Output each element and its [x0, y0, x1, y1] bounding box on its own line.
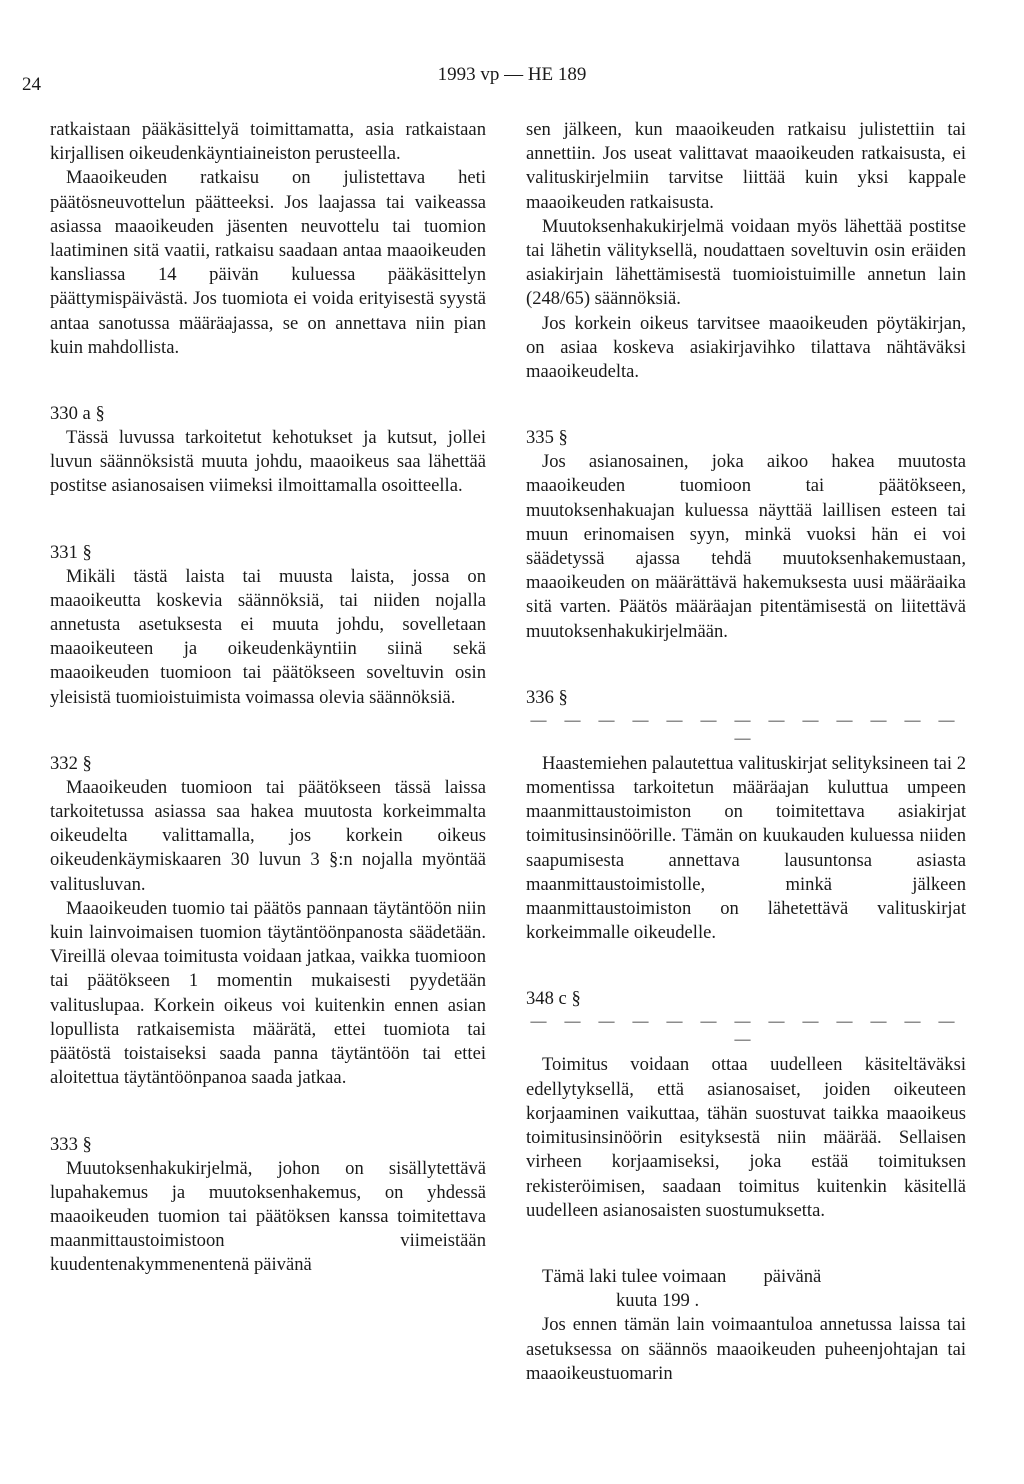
entry-into-force-line: Tämä laki tulee voimaan päivänä: [542, 1265, 822, 1287]
section-heading-335: 335 §: [526, 427, 568, 449]
paragraph: Maaoikeuden tuomio tai päätös pannaan täytäntöön niin kuin lainvoimaisen tuomion täytäntöönpanosta säädetään. Vireillä olevaa toimitusta voidaan jatkaa, vaikka tuomioon tai päätökseen 1 momentin mukaisesti pyydetään valituslupaa. Korkein oikeus voi kuitenkin ennen asian lopullista ratkaisemista määrätä, ettei tuomiota tai päätöstä toistaiseksi saada panna täytäntöön tai ettei aloitettua täytäntöönpanoa saada jatkaa.: [50, 897, 486, 1089]
section-heading-332: 332 §: [50, 752, 92, 774]
paragraph: Jos asianosainen, joka aikoo hakea muutosta maaoikeuden tuomioon tai päätökseen, muutoksenhakuajan kuluessa näyttää laillisen esteen tai muun erinomaisen syyn, minkä vuoksi hän ei voi säädetyssä ajassa tehdä muutoksenhakemustaan, maaoikeuden on määrättävä hakemuksesta uusi määräaika sitä varten. Päätös määräajan pitentämisestä on liitettävä muutoksenhakukirjelmään.: [526, 451, 966, 642]
paragraph: Jos korkein oikeus tarvitsee maaoikeuden pöytäkirjan, on asiaa koskeva asiakirjavihko tilattava nähtäväksi maaoikeudelta.: [526, 312, 966, 383]
section-heading-336: 336 §: [526, 686, 568, 708]
section-heading-331: 331 §: [50, 541, 92, 563]
entry-into-force-date: kuuta 199 .: [616, 1290, 700, 1312]
section-heading-348c: 348 c §: [526, 988, 581, 1010]
paragraph: Haastemiehen palautettua valituskirjat selityksineen tai 2 momentissa tarkoitetun määräajan kuluttua umpeen maanmittaustoimiston on toimitettava asiakirjat toimitusinsinöörille. Tämän on kuukauden kuluessa niiden saapumisesta annettava lausuntonsa asiasta maanmittaustoimistolle, minkä jälkeen maanmittaustoimiston on lähetettävä valituskirjat korkeimmalle oikeudelle.: [526, 752, 966, 944]
left-column: [50, 118, 486, 1278]
paragraph: sen jälkeen, kun maaoikeuden ratkaisu julistettiin tai annettiin. Jos useat valittavat maaoikeuden ratkaisusta, ei valituskirjelmiin tarvitse liittää kuin yksi kappale maaoikeuden ratkaisusta.: [526, 119, 966, 213]
paragraph: Mikäli tästä laista tai muusta laista, jossa on maaoikeutta koskevia säännöksiä, tai niiden nojalla annetusta asetuksesta ei muuta johdu, sovelletaan maaoikeuteen ja oikeudenkäyntiin siinä sekä maaoikeuden tuomioon tai päätökseen soveltuvin osin yleisistä tuomioistuimista voimassa olevia säännöksiä.: [50, 565, 486, 708]
paragraph: Tässä luvussa tarkoitetut kehotukset ja kutsut, jollei luvun säännöksistä muuta johdu, maaoikeus saa lähettää postitse asianosaisen viimeksi ilmoittamalla osoitteella.: [50, 427, 486, 497]
paragraph: ratkaistaan pääkäsittelyä toimittamatta, asia ratkaistaan kirjallisen oikeudenkäyntiaineiston perusteella.: [50, 119, 486, 165]
section-heading-333: 333 §: [50, 1133, 92, 1155]
running-title: 1993 vp — HE 189: [437, 64, 587, 85]
paragraph: Jos ennen tämän lain voimaantuloa annetussa laissa tai asetuksessa on säännös maaoikeuden puheenjohtajan tai maaoikeustuomarin: [526, 1314, 966, 1384]
page-number: 24: [22, 74, 41, 95]
right-column: [526, 118, 966, 1386]
paragraph: Muutoksenhakukirjelmä voidaan myös lähettää postitse tai lähetin välityksellä, noudattaen soveltuvin osin eräiden asiakirjain lähettämisestä tuomioistuimille annetun lain (248/65) säännöksiä.: [526, 215, 966, 310]
section-heading-330a: 330 a §: [50, 403, 105, 425]
paragraph: Muutoksenhakukirjelmä, johon on sisällytettävä lupahakemus ja muutoksenhakemus, on yhdessä maaoikeuden tuomion tai päätöksen kanssa toimitettava maanmittaustoimistoon viimeistään kuudentenakymmenentenä päivänä: [50, 1157, 486, 1276]
paragraph: Maaoikeuden ratkaisu on julistettava heti päätösneuvottelun päätteeksi. Jos laajassa tai vaikeassa asiassa maaoikeuden jäsenten neuvottelu tai tuomion laatiminen sitä vaatii, ratkaisu saadaan antaa maaoikeuden kansliassa 14 päivän kuluessa pääkäsittelyn päättymispäivästä. Jos tuomiota ei voida erityisestä syystä antaa sanotussa määräajassa, se on annettava niin pian kuin mahdollista.: [50, 167, 486, 358]
omission-dashes: — — — — — — — — — — — — — —: [530, 1013, 962, 1049]
paragraph: Maaoikeuden tuomioon tai päätökseen tässä laissa tarkoitetussa asiassa saa hakea muutosta korkeimmalta oikeudelta valittamalla, jos korkein oikeus oikeudenkäymiskaaren 30 luvun 3 §:n nojalla myöntää valitusluvan.: [50, 776, 486, 895]
omission-dashes: — — — — — — — — — — — — — —: [530, 711, 962, 747]
paragraph: Toimitus voidaan ottaa uudelleen käsiteltäväksi edellytyksellä, että asianosaiset, joiden oikeuteen korjaaminen vaikuttaa, tähän suostuvat taikka maaoikeus toimitusinsinöörin esityksestä niin määrää. Sellaisen virheen korjaamiseksi, joka estää toimituksen rekisteröimisen, saadaan toimitus kuitenkin käsitellä uudelleen asianosaisten suostumuksetta.: [526, 1054, 966, 1221]
